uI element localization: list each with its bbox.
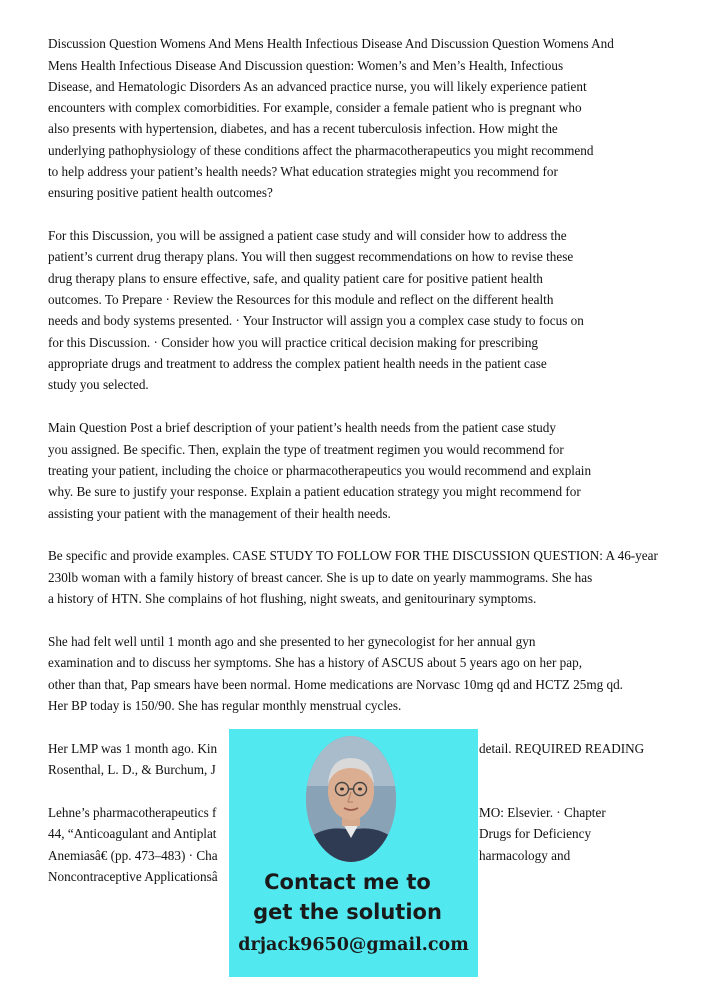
text-line: why. Be sure to justify your response. Explain a patient education strategy you might recommend for	[48, 484, 581, 499]
text-line: also presents with hypertension, diabetes, and has a recent tuberculosis infection. How might the	[48, 121, 558, 136]
text-fragment: detail. REQUIRED READING	[479, 741, 645, 756]
text-fragment: Drugs for Deficiency	[479, 826, 592, 841]
text-line: appropriate drugs and treatment to address the complex patient health needs in the patient case	[48, 356, 547, 371]
text-line: for this Discussion. · Consider how you will practice critical decision making for prescribing	[48, 335, 539, 350]
text-line: Her LMP was 1 month ago. Kin	[48, 741, 218, 756]
avatar	[306, 736, 396, 862]
text-line: encounters with complex comorbidities. For example, consider a female patient who is pregnant who	[48, 100, 582, 115]
text-line: Discussion Question Womens And Mens Health Infectious Disease And Discussion Question Womens And	[48, 36, 614, 51]
text-line: study you selected.	[48, 377, 149, 392]
text-line: Be specific and provide examples. CASE STUDY TO FOLLOW FOR THE DISCUSSION QUESTION: A 46-year	[48, 548, 658, 563]
text-line: Disease, and Hematologic Disorders As an advanced practice nurse, you will likely experience patient	[48, 79, 587, 94]
text-line: Rosenthal, L. D., & Burchum, J	[48, 762, 216, 777]
text-line: 44, “Anticoagulant and Antiplat	[48, 826, 217, 841]
text-line: assisting your patient with the management of their health needs.	[48, 506, 391, 521]
text-line: to help address your patient’s health needs? What education strategies might you recommend for	[48, 164, 558, 179]
text-line: you assigned. Be specific. Then, explain the type of treatment regimen you would recommend for	[48, 442, 564, 457]
contact-ad-overlay[interactable]	[229, 729, 478, 977]
text-line: patient’s current drug therapy plans. You will then suggest recommendations on how to revise these	[48, 249, 574, 264]
text-line: treating your patient, including the choice or pharmacotherapeutics you would recommend and explain	[48, 463, 592, 478]
text-line: underlying pathophysiology of these conditions affect the pharmacotherapeutics you might recommend	[48, 143, 594, 158]
text-line: Mens Health Infectious Disease And Discussion question: Women’s and Men’s Health, Infectious	[48, 58, 564, 73]
person-portrait-icon	[306, 736, 396, 862]
text-line: needs and body systems presented. · Your Instructor will assign you a complex case study to focus on	[48, 313, 584, 328]
cta-line-solution: get the solution	[253, 900, 442, 924]
text-fragment: MO: Elsevier. · Chapter	[479, 805, 606, 820]
text-fragment: harmacology and	[479, 848, 571, 863]
contact-email[interactable]: drjack9650@gmail.com	[238, 935, 469, 955]
text-line: Her BP today is 150/90. She has regular monthly menstrual cycles.	[48, 698, 402, 713]
text-line: For this Discussion, you will be assigned a patient case study and will consider how to address the	[48, 228, 567, 243]
text-line: outcomes. To Prepare · Review the Resources for this module and reflect on the different health	[48, 292, 554, 307]
text-line: 230lb woman with a family history of breast cancer. She is up to date on yearly mammograms. She has	[48, 570, 593, 585]
text-line: drug therapy plans to ensure effective, safe, and quality patient care for positive patient health	[48, 271, 543, 286]
text-line: Lehne’s pharmacotherapeutics f	[48, 805, 217, 820]
text-line: Noncontraceptive Applicationsâ	[48, 869, 218, 884]
cta-line-contact: Contact me to	[264, 870, 431, 894]
text-line: Anemiasâ€ (pp. 473–483) · Cha	[48, 848, 218, 863]
text-line: Main Question Post a brief description of your patient’s health needs from the patient case study	[48, 420, 556, 435]
text-line: She had felt well until 1 month ago and she presented to her gynecologist for her annual gyn	[48, 634, 536, 649]
text-line: a history of HTN. She complains of hot flushing, night sweats, and genitourinary symptoms.	[48, 591, 537, 606]
text-line: examination and to discuss her symptoms. She has a history of ASCUS about 5 years ago on her pap,	[48, 655, 583, 670]
text-line: ensuring positive patient health outcomes?	[48, 185, 273, 200]
text-line: other than that, Pap smears have been normal. Home medications are Norvasc 10mg qd and HCTZ 25mg qd.	[48, 677, 623, 692]
